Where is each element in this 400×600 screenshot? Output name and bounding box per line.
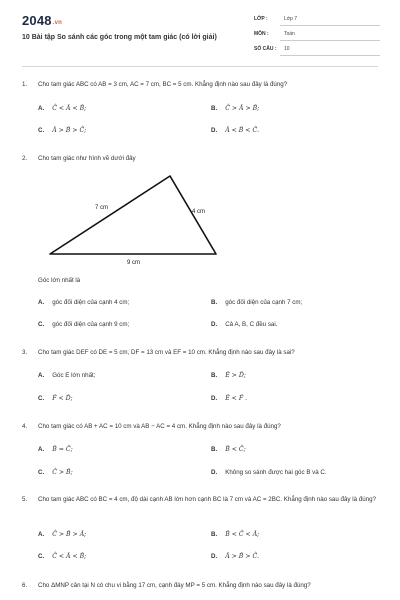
- option-label: B.: [211, 372, 218, 379]
- question-text: Cho tam giác DEF có DE = 5 cm, DF = 13 cm và EF = 10 cm. Khẳng định nào sau đây là sai?: [38, 349, 295, 356]
- question-number: 1.: [22, 81, 28, 88]
- question-number: 3.: [22, 349, 28, 356]
- question-number: 4.: [22, 423, 28, 430]
- meta-divider: [280, 25, 380, 26]
- question-text: Cho tam giác ABC có BC = 4 cm, độ dài cạnh AB lớn hơn cạnh BC là 7 cm và AC = 2BC. Khẳng định nào sau đây là đúng?: [38, 496, 376, 503]
- document-header: [0, 0, 400, 64]
- option-label: C.: [38, 469, 45, 476]
- question-number: 6.: [22, 582, 28, 589]
- option-3c[interactable]: [38, 395, 73, 402]
- option-label: B.: [211, 105, 218, 112]
- option-text: Ĉ > Â > B̂;: [225, 105, 260, 112]
- option-label: A.: [38, 299, 45, 306]
- question-text: Cho ΔMNP cân tại N có chu vi bằng 17 cm, cạnh đáy MP = 5 cm. Khẳng định nào sau đây là đúng?: [38, 582, 311, 589]
- meta-divider: [280, 40, 380, 41]
- meta-value: Toán: [284, 31, 295, 37]
- option-5c[interactable]: [38, 553, 86, 560]
- triangle-side-right-label: 4 cm: [192, 209, 206, 215]
- option-5b[interactable]: [211, 531, 259, 538]
- option-2a[interactable]: [38, 299, 129, 306]
- option-text: Cả A, B, C đều sai.: [225, 321, 278, 328]
- option-label: A.: [38, 105, 45, 112]
- logo-main: 2048: [22, 13, 52, 28]
- option-label: C.: [38, 395, 45, 402]
- option-label: D.: [211, 395, 218, 402]
- option-label: D.: [211, 127, 218, 134]
- option-1c[interactable]: [38, 127, 86, 134]
- option-label: D.: [211, 469, 218, 476]
- option-label: A.: [38, 372, 45, 379]
- option-3b[interactable]: [211, 372, 246, 379]
- option-label: B.: [211, 299, 218, 306]
- option-text: B̂ < Ĉ;: [225, 446, 246, 453]
- question-number: 5.: [22, 496, 28, 503]
- option-text: Ĉ < Â < B̂;: [52, 553, 87, 560]
- option-label: C.: [38, 127, 45, 134]
- option-text: Ĉ > B̂;: [52, 469, 73, 476]
- option-3d[interactable]: [211, 395, 247, 402]
- option-text: Ĉ < Â < B̂;: [52, 105, 87, 112]
- option-1a[interactable]: [38, 105, 86, 112]
- option-1d[interactable]: [211, 127, 259, 134]
- option-text: góc đối diện của cạnh 7 cm;: [225, 299, 303, 306]
- question-number: 2.: [22, 155, 28, 162]
- meta-key: SỐ CÂU :: [254, 46, 277, 52]
- triangle-shape: [50, 176, 216, 254]
- meta-value: 10: [284, 46, 290, 52]
- logo-suffix: .vn: [52, 20, 63, 26]
- question-text: Cho tam giác ABC có AB = 3 cm, AC = 7 cm, BC = 5 cm. Khẳng định nào sau đây là đúng?: [38, 81, 288, 88]
- option-label: A.: [38, 446, 45, 453]
- option-label: B.: [211, 531, 218, 538]
- page-title: 10 Bài tập So sánh các góc trong một tam giác (có lời giải): [22, 34, 217, 41]
- option-3a[interactable]: [38, 372, 95, 379]
- meta-key: MÔN :: [254, 31, 269, 37]
- option-label: B.: [211, 446, 218, 453]
- site-logo[interactable]: [22, 13, 62, 28]
- question-text: Cho tam giác có AB + AC = 10 cm và AB − AC = 4 cm. Khẳng định nào sau đây là đúng?: [38, 423, 281, 430]
- question-subtext: Góc lớn nhất là: [38, 277, 81, 284]
- option-text: góc đối diện của cạnh 4 cm;: [52, 299, 130, 306]
- option-4d[interactable]: [211, 469, 327, 476]
- option-2d[interactable]: [211, 321, 277, 328]
- triangle-side-bottom-label: 9 cm: [127, 260, 141, 266]
- option-text: F̂ < D̂;: [52, 395, 73, 402]
- option-4a[interactable]: [38, 446, 73, 453]
- triangle-figure: [40, 170, 240, 270]
- option-text: góc đối diện của cạnh 9 cm;: [52, 321, 130, 328]
- option-label: D.: [211, 553, 218, 560]
- question-text: Cho tam giác như hình vẽ dưới đây: [38, 155, 136, 162]
- option-5d[interactable]: [211, 553, 259, 560]
- option-label: D.: [211, 321, 218, 328]
- option-4b[interactable]: [211, 446, 246, 453]
- option-2c[interactable]: [38, 321, 129, 328]
- option-1b[interactable]: [211, 105, 259, 112]
- option-5a[interactable]: [38, 531, 86, 538]
- option-label: C.: [38, 321, 45, 328]
- header-divider: [22, 66, 378, 67]
- option-text: Ê < F̂ .: [225, 395, 248, 402]
- option-2b[interactable]: [211, 299, 302, 306]
- option-text: Không so sánh được hai góc B và C.: [225, 469, 327, 476]
- option-text: Ê > D̂;: [225, 372, 246, 379]
- meta-divider: [280, 55, 380, 56]
- option-label: C.: [38, 553, 45, 560]
- option-text: Ĉ > B̂ > Â;: [52, 531, 87, 538]
- option-text: B̂ = Ĉ;: [52, 446, 73, 453]
- meta-key: LỚP :: [254, 16, 268, 22]
- option-text: Â > B̂ > Ĉ;: [52, 127, 87, 134]
- option-label: A.: [38, 531, 45, 538]
- option-text: Â < B̂ < Ĉ.: [225, 127, 260, 134]
- option-4c[interactable]: [38, 469, 73, 476]
- meta-value: Lớp 7: [284, 16, 298, 22]
- triangle-side-left-label: 7 cm: [95, 205, 109, 211]
- option-text: Góc E lớn nhất;: [52, 372, 96, 379]
- option-text: Â > B̂ > Ĉ.: [225, 553, 260, 560]
- option-text: B̂ < Ĉ < Â;: [225, 531, 260, 538]
